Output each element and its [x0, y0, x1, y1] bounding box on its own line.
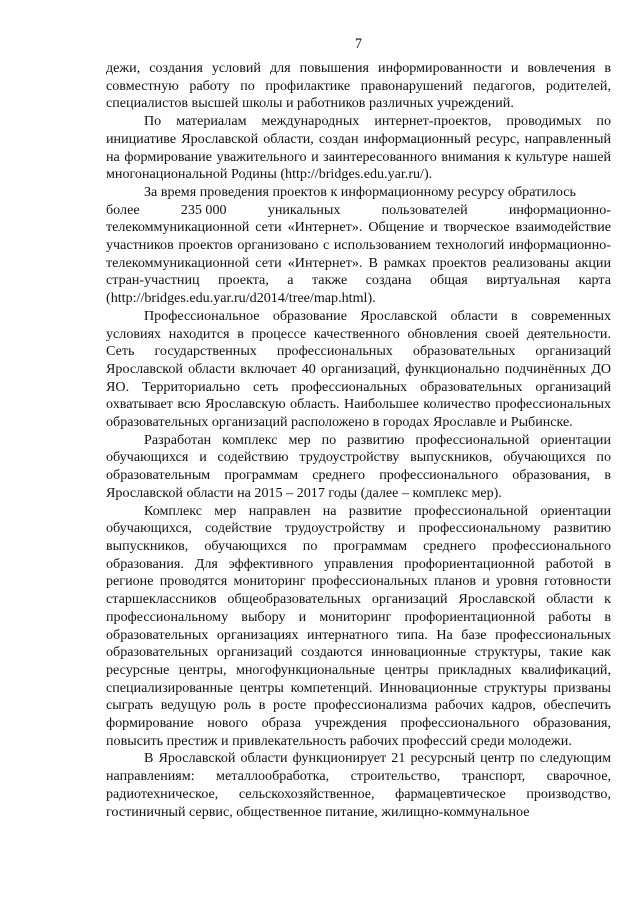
spaced-word: более — [106, 201, 140, 218]
spaced-word: информационно- — [508, 201, 611, 218]
paragraph-continuation: дежи, создания условий для повышения информированности и вовлечения в совместную работу по профилактике правонарушений педагогов, родителей, специалистов высшей школы и работников различных учреждений. — [106, 60, 611, 112]
paragraph-measures-developed: Разработан комплекс мер по развитию профессиональной ориентации обучающихся и содействию трудоустройству выпускников, обучающихся по образовательным программам среднего профессионального образования, в Ярославской области на 2015 – 2017 годы (далее – комплекс мер). — [106, 431, 611, 501]
paragraph-project-visitors-intro: За время проведения проектов к информационному ресурсу обратилось — [144, 183, 576, 200]
paragraph-project-visitors-spaced-line — [106, 202, 611, 220]
paragraph-information-resource: По материалам международных интернет-проектов, проводимых по инициативе Ярославской области, создан информационный ресурс, направленный на формирование уважительного и заинтересованного внимания к культуре нашей многонациональной Родины (http://bridges.edu.yar.ru/). — [106, 113, 611, 183]
spaced-word: пользователей — [381, 201, 468, 218]
document-page — [106, 34, 611, 821]
spaced-word: 235 000 — [180, 201, 227, 218]
paragraph-resource-centers: В Ярославской области функционирует 21 ресурсный центр по следующим направлениям: металлообработка, строительство, транспорт, сварочное, радиотехническое, сельскохозяйственное, фармацевтическое производство, гостиничный сервис, общественное питание, жилищно-коммунальное — [106, 750, 611, 820]
page-number: 7 — [354, 36, 363, 52]
paragraph-project-visitors-rest: телекоммуникационной сети «Интернет». Общение и творческое взаимодействие участников проектов организовано с использованием технологий информационно-телекоммуникационной сети «Интернет». В рамках проектов реализованы акции стран-участниц проекта, а также создана общая виртуальная карта (http://bridges.edu.yar.ru/d2014/tree/map.html). — [106, 219, 611, 307]
paragraph-measures-aimed: Комплекс мер направлен на развитие профессиональной ориентации обучающихся, содействие трудоустройству и профессиональному развитию выпускников, обучающихся по программам среднего профессионального образования. Для эффективного управления профориентационной работой в регионе проводятся мониторинг профессиональных планов и уровня готовности старшеклассников общеобразовательных организаций Ярославской области к профессиональному выбору и мониторинг профориентационной работы в образовательных организациях интернатного типа. На базе профессиональных образовательных организаций создаются инновационные структуры, такие как ресурсные центры, многофункциональные центры прикладных квалификаций, специализированные центры компетенций. Инновационные структуры призваны сыграть ведущую роль в росте профессионализма рабочих кадров, обеспечить формирование нового образа учреждения профессионального образования, повысить престиж и привлекательность рабочих профессий среди молодежи. — [106, 502, 611, 749]
spaced-word: уникальных — [267, 201, 341, 218]
paragraph-professional-education: Профессиональное образование Ярославской области в современных условиях находится в процессе качественного обновления своей деятельности. Сеть государственных профессиональных образовательных организаций Ярославской области включает 40 организаций, функционально подчинённых ДО ЯО. Территориально сеть профессиональных образовательных организаций охватывает всю Ярославскую область. Наибольшее количество профессиональных образовательных организаций расположено в городах Ярославле и Рыбинске. — [106, 307, 611, 431]
